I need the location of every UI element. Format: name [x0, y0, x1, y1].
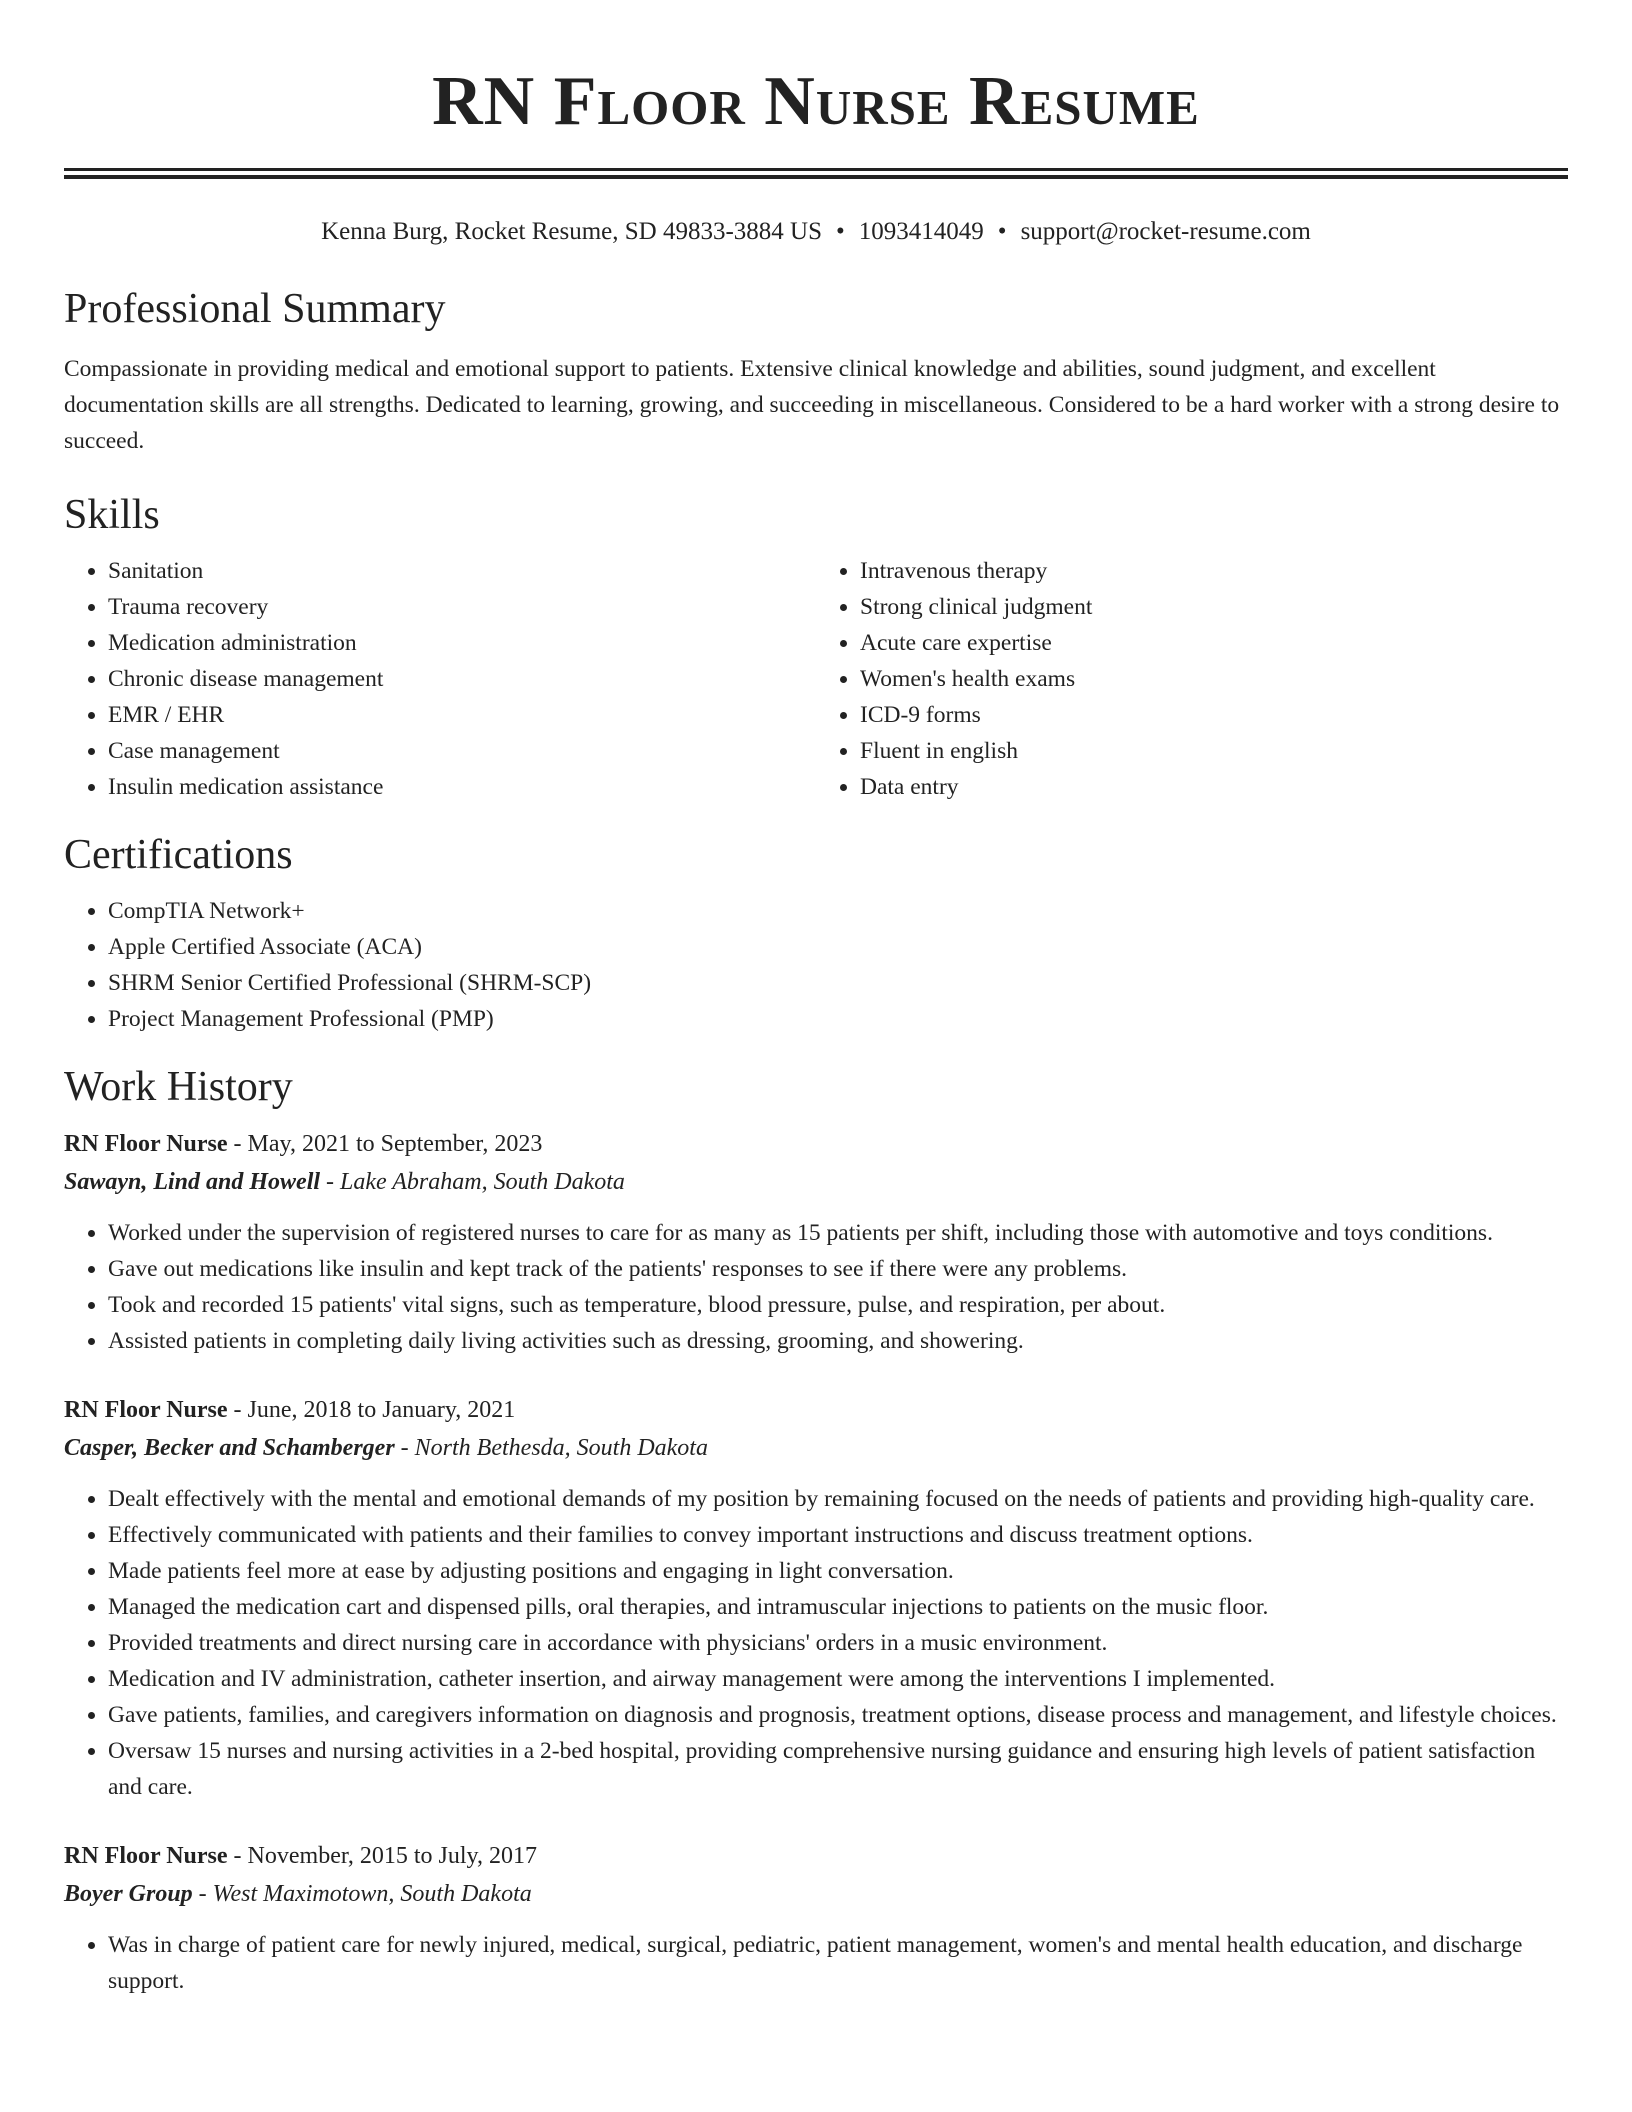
skill-item: • Intravenous therapy: [860, 553, 1568, 589]
skill-item: • Strong clinical judgment: [860, 589, 1568, 625]
job-entry: [64, 1391, 1568, 1805]
resume-title: RN Floor Nurse Resume: [432, 63, 1200, 140]
skill-item: • EMR / EHR: [108, 697, 816, 733]
contact-line: [64, 215, 1568, 249]
contact-email: support@rocket-resume.com: [1020, 218, 1311, 245]
job-location: - North Bethesda, South Dakota: [394, 1435, 708, 1461]
skill-item: • Medication administration: [108, 625, 816, 661]
contact-phone: 1093414049: [858, 218, 984, 245]
professional-summary-section: [64, 281, 1568, 459]
job-bullet: • Assisted patients in completing daily living activities such as dressing, grooming, and showering.: [108, 1323, 1568, 1359]
skill-item: • Trauma recovery: [108, 589, 816, 625]
skill-item: • ICD-9 forms: [860, 697, 1568, 733]
contact-address: Kenna Burg, Rocket Resume, SD 49833-3884 US: [321, 218, 823, 245]
job-bullet: • Managed the medication cart and dispensed pills, oral therapies, and intramuscular injections to patients on the music floor.: [108, 1589, 1568, 1625]
skills-list-left: [64, 553, 816, 805]
certification-item: • SHRM Senior Certified Professional (SHRM-SCP): [108, 965, 1568, 1001]
certification-item: • CompTIA Network+: [108, 893, 1568, 929]
job-bullets: [64, 1927, 1568, 1999]
job-dates: - June, 2018 to January, 2021: [227, 1397, 516, 1423]
work-history-section: [64, 1059, 1568, 1999]
job-bullet: • Gave patients, families, and caregivers information on diagnosis and prognosis, treatment options, disease process and management, and lifestyle choices.: [108, 1697, 1568, 1733]
skill-item: • Women's health exams: [860, 661, 1568, 697]
section-heading: Work History: [64, 1064, 293, 1110]
job-bullet: • Gave out medications like insulin and kept track of the patients' responses to see if there were any problems.: [108, 1251, 1568, 1287]
skills-list-right: [816, 553, 1568, 805]
skill-item: • Fluent in english: [860, 733, 1568, 769]
summary-text: Compassionate in providing medical and emotional support to patients. Extensive clinical knowledge and abilities, sound judgment, and excellent documentation skills are all strengths. Dedicated to learning, growing, and succeeding in miscellaneous. Considered to be a hard worker with a strong desire to succeed.: [64, 356, 1560, 454]
job-dates: - November, 2015 to July, 2017: [227, 1843, 537, 1869]
skills-columns: [64, 553, 1568, 805]
job-company: Boyer Group: [64, 1881, 193, 1907]
skill-item: • Data entry: [860, 769, 1568, 805]
skill-item: • Acute care expertise: [860, 625, 1568, 661]
job-company-line: [64, 1875, 1568, 1913]
job-title: RN Floor Nurse: [64, 1397, 228, 1423]
job-bullet: • Medication and IV administration, catheter insertion, and airway management were among the interventions I implemented.: [108, 1661, 1568, 1697]
job-entry: [64, 1125, 1568, 1359]
certification-item: • Apple Certified Associate (ACA): [108, 929, 1568, 965]
certifications-list: [64, 893, 1568, 1037]
job-bullets: [64, 1481, 1568, 1805]
certifications-section: [64, 827, 1568, 1037]
skill-item: • Chronic disease management: [108, 661, 816, 697]
job-bullet: • Dealt effectively with the mental and emotional demands of my position by remaining focused on the needs of patients and providing high-quality care.: [108, 1481, 1568, 1517]
job-company: Sawayn, Lind and Howell: [64, 1169, 321, 1195]
contact-separator: •: [836, 218, 845, 245]
job-title-line: [64, 1837, 1568, 1875]
job-bullet: • Took and recorded 15 patients' vital signs, such as temperature, blood pressure, pulse, and respiration, per about.: [108, 1287, 1568, 1323]
job-location: - Lake Abraham, South Dakota: [320, 1169, 625, 1195]
job-bullet: • Was in charge of patient care for newly injured, medical, surgical, pediatric, patient management, women's and mental health education, and discharge support.: [108, 1927, 1568, 1999]
section-heading: Skills: [64, 492, 160, 538]
section-heading: Certifications: [64, 832, 293, 878]
skill-item: • Sanitation: [108, 553, 816, 589]
job-company: Casper, Becker and Schamberger: [64, 1435, 395, 1461]
job-bullet: • Made patients feel more at ease by adjusting positions and engaging in light conversation.: [108, 1553, 1568, 1589]
job-bullet: • Effectively communicated with patients and their families to convey important instructions and discuss treatment options.: [108, 1517, 1568, 1553]
skill-item: • Insulin medication assistance: [108, 769, 816, 805]
job-title: RN Floor Nurse: [64, 1843, 228, 1869]
job-title: RN Floor Nurse: [64, 1131, 228, 1157]
job-entry: [64, 1837, 1568, 1999]
job-location: - West Maximotown, South Dakota: [192, 1881, 532, 1907]
contact-separator: •: [997, 218, 1007, 245]
title-divider-top: [64, 168, 1568, 171]
title-divider-bottom: [64, 175, 1568, 179]
job-bullet: • Oversaw 15 nurses and nursing activities in a 2-bed hospital, providing comprehensive nursing guidance and ensuring high levels of patient satisfaction and care.: [108, 1733, 1568, 1805]
job-dates: - May, 2021 to September, 2023: [227, 1131, 543, 1157]
job-company-line: [64, 1163, 1568, 1201]
job-title-line: [64, 1125, 1568, 1163]
job-bullet: • Worked under the supervision of registered nurses to care for as many as 15 patients per shift, including those with automotive and toys conditions.: [108, 1215, 1568, 1251]
skill-item: • Case management: [108, 733, 816, 769]
job-bullet: • Provided treatments and direct nursing care in accordance with physicians' orders in a music environment.: [108, 1625, 1568, 1661]
skills-section: [64, 487, 1568, 805]
job-title-line: [64, 1391, 1568, 1429]
certification-item: • Project Management Professional (PMP): [108, 1001, 1568, 1037]
section-heading: Professional Summary: [64, 286, 446, 332]
job-company-line: [64, 1429, 1568, 1467]
job-bullets: [64, 1215, 1568, 1359]
